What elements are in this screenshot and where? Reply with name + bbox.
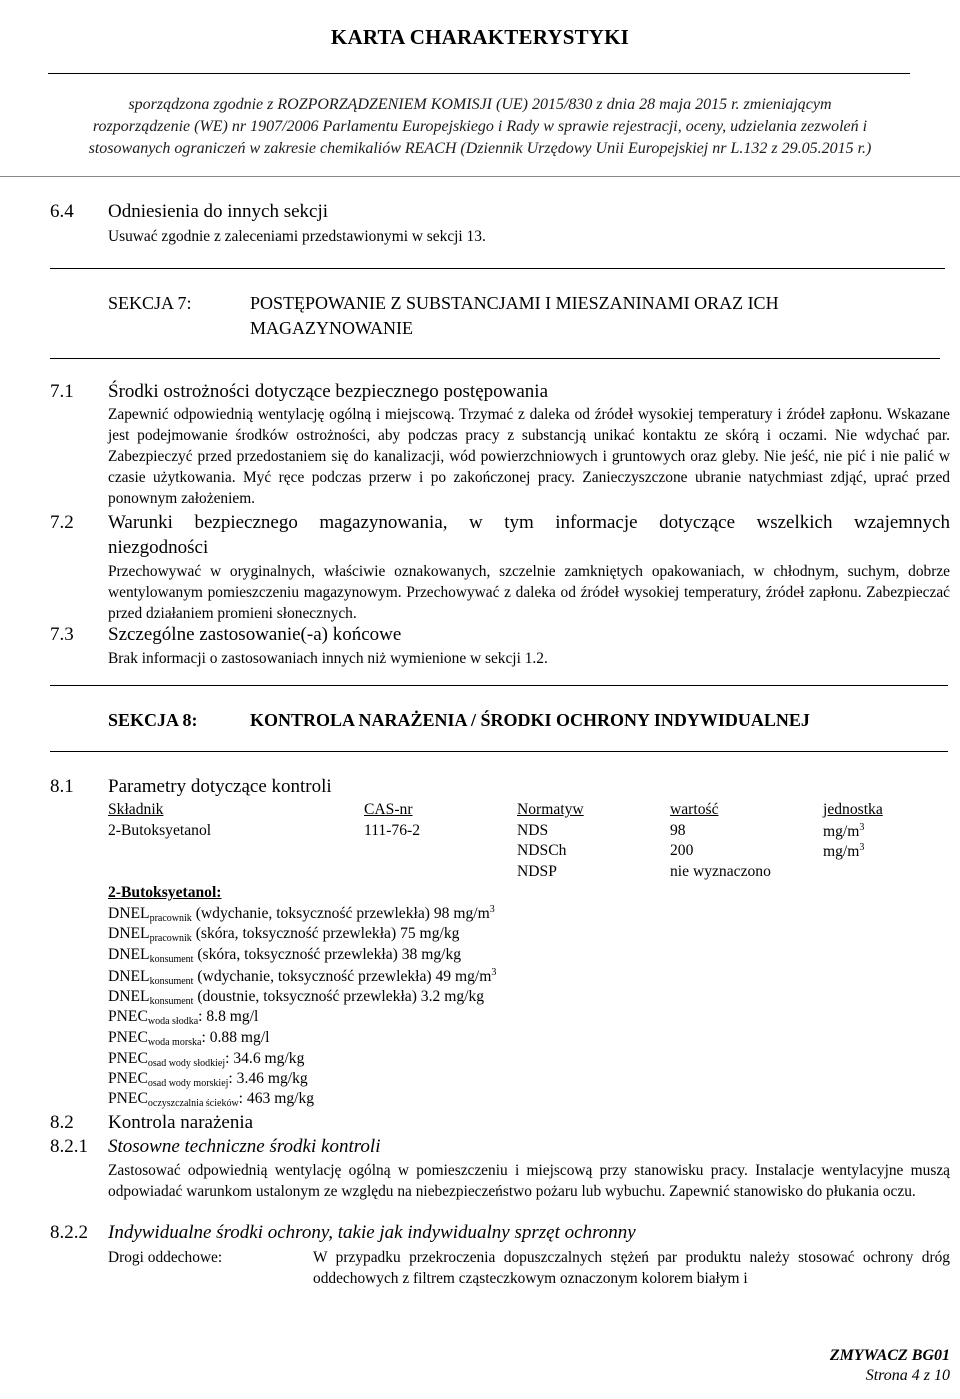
section-number: 8.1: [50, 776, 74, 797]
footer-product: ZMYWACZ BG01: [829, 1347, 950, 1364]
pnec-line: $PNEC_{oczyszczalnia ścieków}$: 463 mg/kg: [108, 1090, 315, 1109]
section-7-label: SEKCJA 7:: [108, 293, 192, 313]
dnel-line: $DNEL_{konsument}$ (skóra, toksyczność przewlekła) 38 mg/kg: [108, 946, 462, 965]
table-cell: 98: [670, 822, 686, 839]
section-number: 7.1: [50, 381, 74, 402]
section-heading: Odniesienia do innych sekcji: [108, 201, 329, 222]
document-title: KARTA CHARAKTERYSTYKI: [330, 25, 630, 49]
section-heading: Warunki bezpiecznego magazynowania, w tym informacje dotyczące wszelkich wzajemnych: [108, 512, 950, 533]
substance-heading: 2-Butoksyetanol:: [108, 884, 222, 901]
regulation-line-1: sporządzona zgodnie z ROZPORZĄDZENIEM KOMISJI (UE) 2015/830 z dnia 28 maja 2015 r. zmieniającym: [128, 96, 832, 113]
table-cell: $mg/m^3$: [823, 842, 865, 860]
section-heading: Kontrola narażenia: [108, 1112, 254, 1133]
section-7-title-cont: MAGAZYNOWANIE: [250, 318, 413, 338]
table-cell: nie wyznaczono: [670, 863, 771, 880]
dnel-line: $DNEL_{konsument}$ (doustnie, toksyczność przewlekła) 3.2 mg/kg: [108, 988, 485, 1007]
section-text: Zastosować odpowiednią wentylację ogólną w pomieszczeniu i miejscową przy stanowisku pracy. Instalacje wentylacyjne muszą odpowiadać warunkom ustalonym ze względu na niebezpieczeństwo pożaru lub wybuchu. Zapewnić stanowisko do płukania oczu.: [108, 1162, 950, 1200]
table-cell: $mg/m^3$: [823, 822, 865, 840]
table-header-component: Składnik: [108, 801, 164, 818]
pnec-line: $PNEC_{osad wody morskiej}$: 3.46 mg/kg: [108, 1070, 308, 1089]
dnel-line: $DNEL_{pracownik}$ (wdychanie, toksyczność przewlekła) 98 $mg/m^3$: [108, 904, 495, 924]
pnec-line: $PNEC_{osad wody słodkiej}$: 34.6 mg/kg: [108, 1050, 305, 1069]
section-text: Brak informacji o zastosowaniach innych niż wymienione w sekcji 1.2.: [108, 650, 548, 667]
table-cell: NDSCh: [517, 842, 567, 859]
section-heading: Stosowne techniczne środki kontroli: [108, 1136, 381, 1157]
table-header-value: wartość: [670, 801, 719, 818]
section-text: W przypadku przekroczenia dopuszczalnych stężeń par produktu należy stosować ochrony dróg oddechowych z filtrem cząsteczkowym oznaczonym kolorem białym i: [313, 1249, 950, 1287]
section-number: 8.2.2: [50, 1222, 88, 1243]
pnec-line: $PNEC_{woda słodka}$: 8.8 mg/l: [108, 1008, 259, 1027]
section-heading: Parametry dotyczące kontroli: [108, 776, 332, 797]
section-8-title: KONTROLA NARAŻENIA / ŚRODKI OCHRONY INDYWIDUALNEJ: [250, 710, 810, 730]
table-cell: NDSP: [517, 863, 557, 880]
regulation-line-2: rozporządzenie (WE) nr 1907/2006 Parlamentu Europejskiego i Rady w sprawie rejestracji, oceny, udzielania zezwoleń i: [92, 118, 868, 135]
header-bottom-rule: [0, 176, 960, 177]
footer-page-number: Strona 4 z 10: [865, 1367, 950, 1384]
table-cell: NDS: [517, 822, 549, 839]
table-header-unit: jednostka: [823, 801, 883, 818]
table-cell: 200: [670, 842, 694, 859]
section-text: Zapewnić odpowiednią wentylację ogólną i miejscową. Trzymać z daleka od źródeł wysokiej temperatury i źródeł zapłonu. Wskazane jest podejmowanie środków ostrożności, aby podczas pracy z substancją unikać kontaktu ze skórą i oczami. Nie wdychać par. Zabezpieczyć przed przedostaniem się do kanalizacji, wód powierzchniowych i gruntowych oraz gleby. Nie jeść, nie pić i nie palić w czasie użytkowania. Myć ręce podczas przerw i po zakończonej pracy. Zanieczyszczone ubranie natychmiast zdjąć, uprać przed ponownym założeniem.: [108, 406, 950, 507]
section-heading-cont: niezgodności: [108, 537, 209, 558]
dnel-line: $DNEL_{pracownik}$ (skóra, toksyczność przewlekła) 75 mg/kg: [108, 925, 460, 944]
section-heading: Środki ostrożności dotyczące bezpiecznego postępowania: [108, 381, 549, 402]
section-divider: [50, 685, 948, 686]
section-heading: Indywidualne środki ochrony, takie jak indywidualny sprzęt ochronny: [108, 1222, 636, 1243]
section-divider: [50, 358, 940, 359]
section-number: 8.2.1: [50, 1136, 88, 1157]
section-heading: Szczególne zastosowanie(-a) końcowe: [108, 624, 402, 645]
section-divider: [50, 268, 945, 269]
pnec-line: $PNEC_{woda morska}$: 0.88 mg/l: [108, 1029, 270, 1048]
header-divider: [48, 73, 910, 74]
regulation-line-3: stosowanych ograniczeń w zakresie chemikaliów REACH (Dziennik Urzędowy Unii Europejskiej nr L.132 z 29.05.2015 r.): [88, 140, 872, 157]
table-cell: 111-76-2: [364, 822, 421, 839]
table-header-standard: Normatyw: [517, 801, 584, 818]
section-number: 7.2: [50, 512, 74, 533]
section-number: 7.3: [50, 624, 74, 645]
dnel-line: $DNEL_{konsument}$ (wdychanie, toksyczność przewlekła) 49 $mg/m^3$: [108, 967, 497, 987]
table-header-cas: CAS-nr: [364, 801, 413, 818]
section-8-label: SEKCJA 8:: [108, 710, 198, 730]
section-number: 6.4: [50, 201, 74, 222]
section-7-title: POSTĘPOWANIE Z SUBSTANCJAMI I MIESZANINAMI ORAZ ICH: [250, 293, 779, 313]
section-divider: [50, 751, 948, 752]
table-cell: 2-Butoksyetanol: [108, 822, 212, 839]
section-number: 8.2: [50, 1112, 74, 1133]
section-text: Usuwać zgodnie z zaleceniami przedstawionymi w sekcji 13.: [108, 228, 486, 245]
field-label: Drogi oddechowe:: [108, 1249, 223, 1266]
section-text: Przechowywać w oryginalnych, właściwie oznakowanych, szczelnie zamkniętych opakowaniach, w chłodnym, suchym, dobrze wentylowanym pomieszczeniu magazynowym. Przechowywać z daleka od źródeł wysokiej temperatury, źródeł zapłonu. Zabezpieczać przed działaniem promieni słonecznych.: [108, 563, 950, 622]
